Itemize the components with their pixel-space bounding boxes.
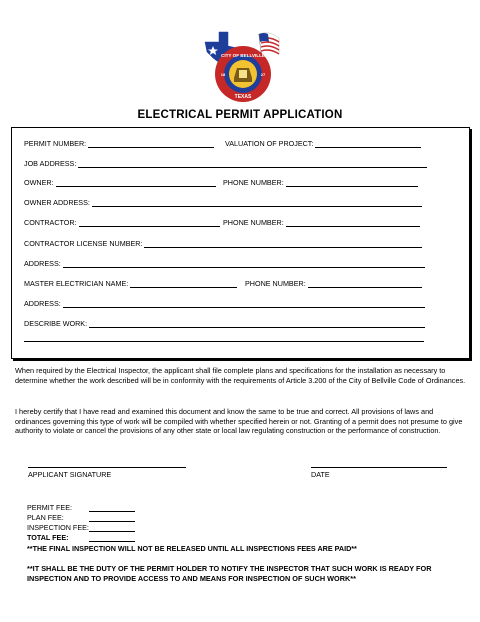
plan-fee-line[interactable] <box>89 514 135 522</box>
describe-work-field[interactable]: DESCRIBE WORK: <box>24 319 425 328</box>
permit-fee-line[interactable] <box>89 504 135 512</box>
total-fee-field[interactable]: TOTAL FEE: <box>27 533 135 542</box>
applicant-signature-label: APPLICANT SIGNATURE <box>28 470 112 479</box>
job-address-field[interactable]: JOB ADDRESS: <box>24 159 427 168</box>
contractor-license-line[interactable] <box>144 240 422 248</box>
total-fee-line[interactable] <box>89 534 135 542</box>
permit-fee-field[interactable]: PERMIT FEE: <box>27 503 135 512</box>
permit-holder-notice: **IT SHALL BE THE DUTY OF THE PERMIT HOLDER TO NOTIFY THE INSPECTOR THAT SUCH WORK IS READY FOR INSPECTION AND TO PROVIDE ACCESS TO AND MEANS FOR INSPECTION OF SUCH WORK** <box>27 564 432 583</box>
owner-address-field[interactable]: OWNER ADDRESS: <box>24 198 422 207</box>
permit-number-field[interactable]: PERMIT NUMBER: <box>24 139 214 148</box>
contractor-line[interactable] <box>79 219 220 227</box>
permit-number-line[interactable] <box>88 140 214 148</box>
plan-fee-field[interactable]: PLAN FEE: <box>27 513 135 522</box>
contractor-field[interactable]: CONTRACTOR: <box>24 218 220 227</box>
describe-work-line[interactable] <box>89 320 425 328</box>
master-electrician-field[interactable]: MASTER ELECTRICIAN NAME: <box>24 279 237 288</box>
job-address-line[interactable] <box>78 160 427 168</box>
city-seal-logo <box>203 28 281 106</box>
address-field[interactable]: ADDRESS: <box>24 259 425 268</box>
svg-text:TEXAS: TEXAS <box>234 94 252 100</box>
inspection-fee-line[interactable] <box>89 524 135 532</box>
applicant-signature-line[interactable] <box>28 466 186 468</box>
master-phone-line[interactable] <box>308 280 422 288</box>
master-phone-field[interactable]: PHONE NUMBER: <box>245 279 422 288</box>
address-line[interactable] <box>63 260 425 268</box>
valuation-field[interactable]: VALUATION OF PROJECT: <box>225 139 421 148</box>
paragraph-certification: I hereby certify that I have read and examined this document and know the same to be true and correct. All provisions of laws and ordinances governing this type of work will be compiled with whether specified herein or not. Granting of a permit does not presume to give authority to violate or cancel the provisions of any other state or local law regulating construction or the performance of construction. <box>15 407 463 436</box>
address2-line[interactable] <box>63 300 425 308</box>
contractor-license-field[interactable]: CONTRACTOR LICENSE NUMBER: <box>24 239 422 248</box>
svg-text:18: 18 <box>220 72 226 77</box>
address2-field[interactable]: ADDRESS: <box>24 299 425 308</box>
inspection-fees-notice: **THE FINAL INSPECTION WILL NOT BE RELEASED UNTIL ALL INSPECTIONS FEES ARE PAID** <box>27 544 357 553</box>
owner-phone-field[interactable]: PHONE NUMBER: <box>223 178 418 187</box>
svg-text:CITY OF BELLVILLE: CITY OF BELLVILLE <box>221 53 265 58</box>
contractor-phone-line[interactable] <box>286 219 420 227</box>
page-title: ELECTRICAL PERMIT APPLICATION <box>137 109 343 121</box>
contractor-phone-field[interactable]: PHONE NUMBER: <box>223 218 420 227</box>
svg-text:27: 27 <box>260 72 266 77</box>
paragraph-requirements: When required by the Electrical Inspector, the applicant shall file complete plans and specifications for the installation as necessary to determine whether the work described will be in conformity with the requirements of Article 3.200 of the City of Bellville Code of Ordinances. <box>15 366 466 385</box>
date-label: DATE <box>311 470 330 479</box>
owner-phone-line[interactable] <box>286 179 418 187</box>
owner-address-line[interactable] <box>92 199 422 207</box>
inspection-fee-field[interactable]: INSPECTION FEE: <box>27 523 135 532</box>
master-electrician-line[interactable] <box>130 280 237 288</box>
owner-line[interactable] <box>56 179 216 187</box>
owner-field[interactable]: OWNER: <box>24 178 216 187</box>
date-line[interactable] <box>311 466 447 468</box>
valuation-line[interactable] <box>315 140 421 148</box>
describe-work-line-2[interactable] <box>24 340 424 342</box>
